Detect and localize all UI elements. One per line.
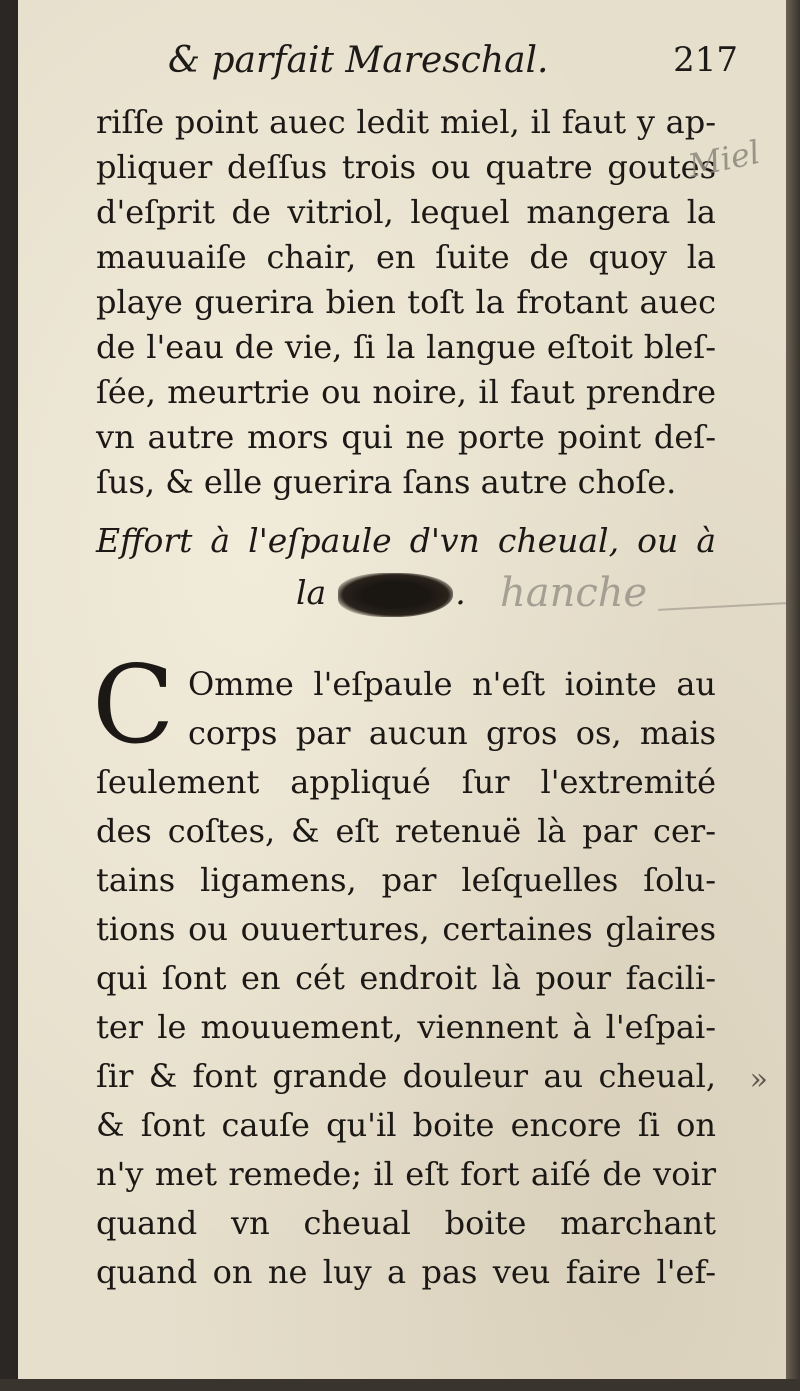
margin-note-miel: Miel bbox=[684, 132, 764, 186]
text-line: mauuaiſe chair, en ſuite de quoy la bbox=[96, 238, 716, 276]
text-line: quand vn cheual boite marchant bbox=[96, 1204, 716, 1242]
text-line: riſſe point auec ledit miel, il faut y ap- bbox=[96, 103, 716, 141]
page-header bbox=[148, 40, 738, 96]
text-line: Omme l'eſpaule n'eſt iointe au bbox=[188, 665, 716, 703]
text-line: vn autre mors qui ne porte point deſ- bbox=[96, 418, 716, 456]
text-line: n'y met remede; il eſt fort aiſé de voir bbox=[96, 1155, 716, 1193]
text-line: ſir & font grande douleur au cheual, bbox=[96, 1057, 716, 1095]
running-title: & parfait Mareschal. bbox=[168, 40, 549, 81]
ink-blot bbox=[338, 573, 453, 617]
page-bottom-edge bbox=[0, 1379, 800, 1391]
margin-note-mark: » bbox=[749, 1062, 768, 1097]
text-line: & ſont cauſe qu'il boite encore ſi on bbox=[96, 1106, 716, 1144]
heading-line-1: Effort à l'eſpaule d'vn cheual, ou à bbox=[96, 521, 716, 560]
paragraph-1 bbox=[96, 100, 716, 505]
heading-prefix: la bbox=[296, 573, 327, 612]
text-line: pliquer deſſus trois ou quatre goutes bbox=[96, 148, 716, 186]
text-line: ter le mouuement, viennent à l'eſpai- bbox=[96, 1008, 716, 1046]
text-line: d'eſprit de vitriol, lequel mangera la bbox=[96, 193, 716, 231]
text-line: tains ligamens, par leſquelles ſolu- bbox=[96, 861, 716, 899]
text-line: qui ſont en cét endroit là pour facili- bbox=[96, 959, 716, 997]
text-line: playe guerira bien toſt la frotant auec bbox=[96, 283, 716, 321]
text-line: corps par aucun gros os, mais bbox=[188, 714, 716, 752]
text-line: des coſtes, & eſt retenuë là par cer- bbox=[96, 812, 716, 850]
text-line: quand on ne luy a pas veu faire l'ef- bbox=[96, 1253, 716, 1291]
paragraph-2 bbox=[92, 643, 716, 1297]
text-line: ſeulement appliqué ſur l'extremité bbox=[96, 763, 716, 801]
text-line: ſée, meurtrie ou noire, il faut prendre bbox=[96, 373, 716, 411]
heading-suffix: . bbox=[455, 573, 466, 612]
book-page bbox=[18, 0, 788, 1380]
page-right-edge bbox=[786, 0, 800, 1391]
drop-cap: C bbox=[92, 643, 175, 768]
page-number: 217 bbox=[673, 40, 738, 80]
text-line: ſus, & elle guerira ſans autre choſe. bbox=[96, 463, 677, 501]
text-line: tions ou ouuertures, certaines glaires bbox=[96, 910, 716, 948]
margin-note-hanche: hanche bbox=[500, 570, 648, 616]
text-line: de l'eau de vie, ſi la langue eſtoit bleſ- bbox=[96, 328, 716, 366]
